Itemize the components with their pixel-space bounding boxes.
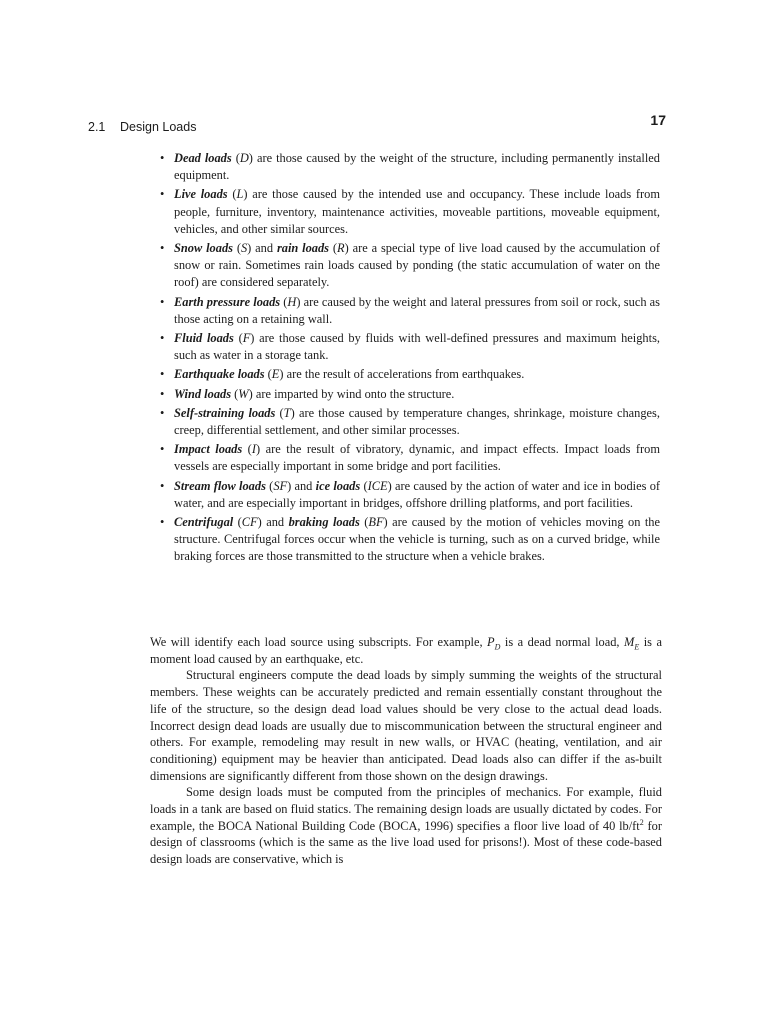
load-description: are those caused by temperature changes, shrinkage, moisture changes, creep, differential settlement, and other similar processes. — [174, 405, 660, 438]
load-description: are the result of accelerations from earthquakes. — [283, 367, 525, 382]
load-term: Centrifugal — [174, 515, 234, 530]
load-term: Live loads — [174, 187, 228, 202]
load-item: • Live loads (L) are those caused by the intended use and occupancy. These include loads from people, furniture, inventory, maintenance activities, moveable partitions, moveable equipment, vehicles, and other similar sources. — [160, 187, 661, 236]
page-number: 17 — [650, 112, 666, 128]
load-symbol: H — [287, 294, 297, 309]
load-item: • Wind loads (W) are imparted by wind onto the structure. — [160, 386, 660, 403]
load-term: braking loads — [288, 515, 360, 530]
load-term: ice loads — [315, 478, 361, 493]
load-symbol: L — [236, 187, 244, 202]
load-item: • Centrifugal (CF) and braking loads (BF) are caused by the motion of vehicles moving on the structure. Centrifugal forces occur when the vehicle is turning, such as on a curved bridge, while braking forces are those transmitted to the structure when a vehicle brakes. — [160, 515, 660, 564]
load-term: Stream flow loads — [174, 478, 266, 493]
load-description: are a special type of live load caused by the accumulation of snow or rain. Sometimes rain loads caused by ponding (the static accumulation of water on the roof) are considered separately. — [174, 241, 660, 290]
load-item: • Stream flow loads (SF) and ice loads (ICE) are caused by the action of water and ice in bodies of water, and are especially important in bridges, offshore drilling platforms, and port facilities. — [160, 478, 661, 510]
section-number: 2.1 — [88, 120, 106, 134]
bullet-icon: • — [160, 386, 165, 401]
load-term: rain loads — [276, 241, 330, 256]
load-description: are those caused by fluids with well-defined pressures and maximum heights, such as water in a storage tank. — [174, 331, 660, 363]
load-item: • Impact loads (I) are the result of vibratory, dynamic, and impact effects. Impact loads from vessels are especially important in some bridge and port facilities. — [160, 442, 660, 474]
load-item: • Earth pressure loads (H) are caused by the weight and lateral pressures from soil or rock, such as those acting on a retaining wall. — [160, 294, 660, 326]
bullet-icon: • — [160, 515, 165, 530]
load-item: • Earthquake loads (E) are the result of accelerations from earthquakes. — [160, 366, 660, 383]
load-symbol: T — [283, 405, 291, 420]
load-item: • Fluid loads (F) are those caused by fluids with well-defined pressures and maximum heights, such as water in a storage tank. — [160, 331, 660, 363]
load-symbol: CF — [241, 515, 258, 530]
load-term: Self-straining loads — [174, 405, 276, 420]
load-symbol: I — [251, 442, 256, 457]
load-term: Fluid loads — [174, 331, 234, 346]
bullet-icon: • — [160, 367, 165, 382]
bullet-icon: • — [160, 405, 165, 420]
bullet-icon: • — [160, 442, 165, 457]
load-symbol: SF — [273, 478, 288, 493]
bullet-icon: • — [160, 331, 165, 346]
load-item: • Self-straining loads (T) are those caused by temperature changes, shrinkage, moisture changes, creep, differential settlement, and other similar processes. — [160, 405, 660, 438]
load-symbol: W — [238, 386, 249, 401]
bullet-icon: • — [160, 151, 165, 165]
bullet-icon: • — [160, 294, 165, 309]
load-description: are those caused by the weight of the structure, including permanently installed equipment. — [174, 151, 660, 183]
load-symbol: ICE — [367, 478, 388, 493]
load-symbol: BF — [368, 515, 384, 530]
bullet-icon: • — [160, 187, 165, 202]
load-types-list — [160, 150, 660, 568]
load-term: Snow loads — [174, 241, 233, 256]
load-term: Wind loads — [174, 386, 232, 401]
load-term: Earth pressure loads — [174, 294, 281, 309]
paragraph-code-loads: Some design loads must be computed from the principles of mechanics. For example, fluid loads in a tank are based on fluid statics. The remaining design loads are usually dictated by codes. For example, the BOCA National Building Code (BOCA, 1996) specifies a floor live load of 40 $lb/ft^2$ for design of classrooms (which is the same as the live load used for prisons!). Most of these code-based design loads are conservative, which is — [150, 785, 663, 867]
load-term: Earthquake loads — [174, 367, 265, 382]
load-symbol: S — [240, 241, 248, 256]
load-symbol: E — [271, 367, 280, 382]
load-description: are caused by the weight and lateral pressures from soil or rock, such as those acting on a retaining wall. — [174, 294, 660, 326]
load-symbol: F — [242, 331, 251, 346]
bullet-icon: • — [160, 241, 165, 256]
section-title: Design Loads — [120, 120, 197, 134]
load-description: are caused by the action of water and ice in bodies of water, and are especially important in bridges, offshore drilling platforms, and port facilities. — [174, 478, 661, 510]
body-text — [150, 634, 662, 868]
load-term: Dead loads — [174, 151, 232, 165]
load-description: are those caused by the intended use and occupancy. These include loads from people, furniture, inventory, maintenance activities, moveable partitions, moveable equipment, vehicles, and other similar sources. — [174, 187, 661, 236]
load-item: • Dead loads (D) are those caused by the weight of the structure, including permanently installed equipment. — [160, 151, 660, 183]
paragraph-dead-loads: Structural engineers compute the dead loads by simply summing the weights of the structural members. These weights can be accurately predicted and remain essentially constant throughout the life of the structure, so the design dead load values should be very close to the actual dead loads. Incorrect design dead loads are usually due to miscommunication between the structural engineer and others. For example, remodeling may result in new walls, or HVAC (heating, ventilation, and air conditioning) equipment may be heavier than anticipated. Dead loads also can differ if the as-built dimensions are significantly different from those shown on the design drawings. — [150, 668, 662, 783]
load-description: are caused by the motion of vehicles moving on the structure. Centrifugal forces occur when the vehicle is turning, such as on a curved bridge, while braking forces are those transmitted to the structure when a vehicle brakes. — [174, 515, 660, 564]
load-item: • Snow loads (S) and rain loads (R) are a special type of live load caused by the accumulation of snow or rain. Sometimes rain loads caused by ponding (the static accumulation of water on the roof) are considered separately. — [160, 241, 660, 290]
load-symbol: D — [239, 151, 249, 165]
load-description: are imparted by wind onto the structure. — [252, 386, 455, 401]
paragraph-subscripts: We will identify each load source using subscripts. For example, $P_D$ is a dead normal load, $M_E$ is a moment load caused by an earthquake, etc. — [150, 635, 662, 666]
bullet-icon: • — [160, 478, 165, 493]
load-symbol: R — [337, 241, 345, 256]
load-term: Impact loads — [174, 442, 243, 457]
load-description: are the result of vibratory, dynamic, and impact effects. Impact loads from vessels are especially important in some bridge and port facilities. — [174, 442, 660, 474]
